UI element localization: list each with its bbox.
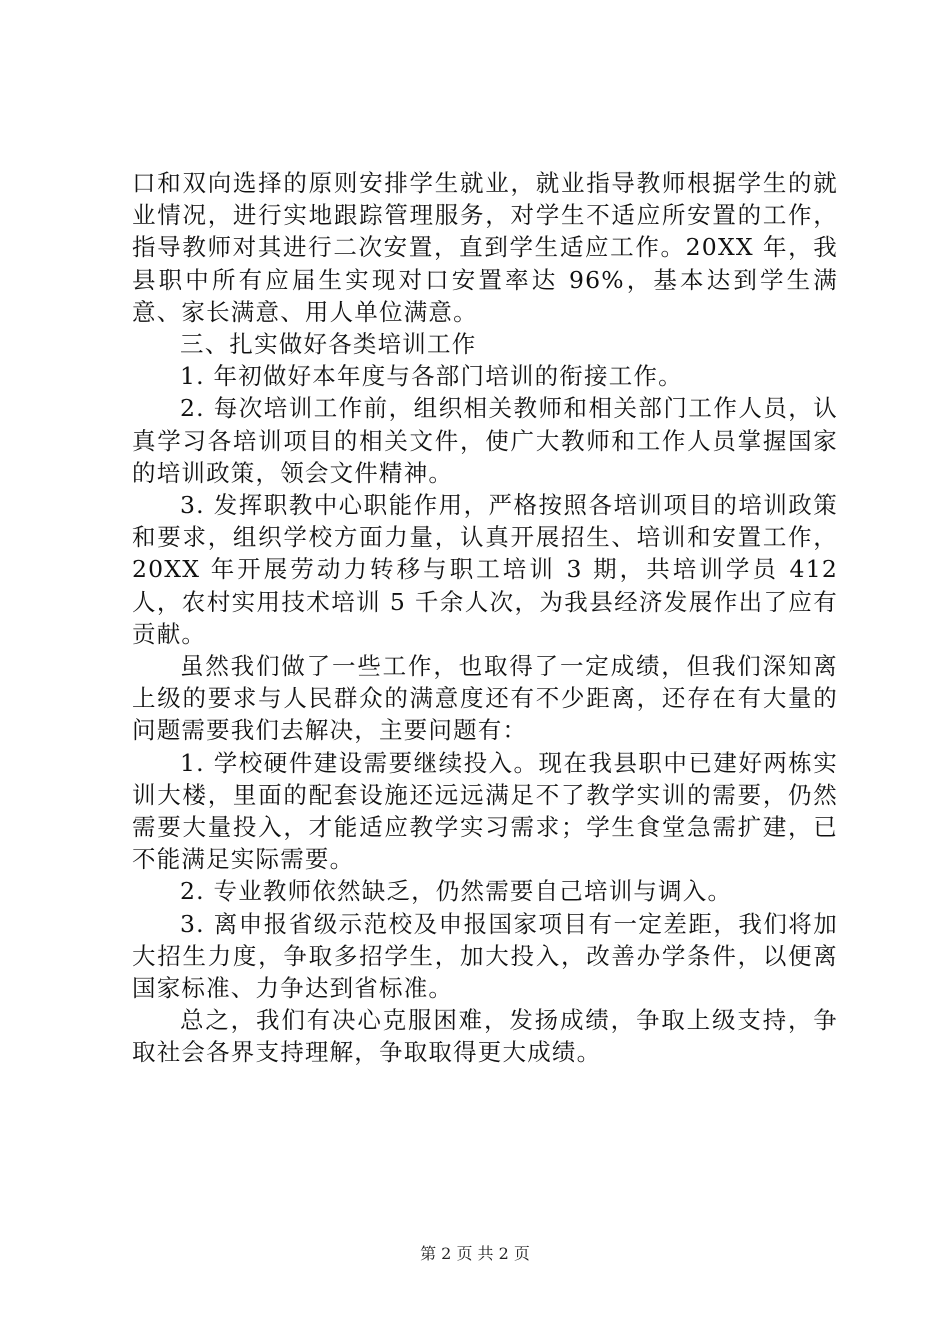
paragraph-conclusion: 总之，我们有决心克服困难，发扬成绩，争取上级支持，争取社会各界支持理解，争取取得更大成绩。 — [132, 1006, 838, 1067]
paragraph-training-1: 1. 年初做好本年度与各部门培训的衔接工作。 — [180, 362, 683, 391]
paragraph-training-2: 2. 每次培训工作前，组织相关教师和相关部门工作人员，认真学习各培训项目的相关文件，使广大教师和工作人员掌握国家的培训政策，领会文件精神。 — [132, 394, 838, 487]
document-body — [132, 167, 838, 1069]
paragraph-problems-intro: 虽然我们做了一些工作，也取得了一定成绩，但我们深知离上级的要求与人民群众的满意度还有不少距离，还存在有大量的问题需要我们去解决，主要问题有： — [132, 652, 838, 745]
paragraph-problem-2: 2. 专业教师依然缺乏，仍然需要自己培训与调入。 — [180, 877, 733, 906]
paragraph-problem-1: 1. 学校硬件建设需要继续投入。现在我县职中已建好两栋实训大楼，里面的配套设施还远远满足不了教学实训的需要，仍然需要大量投入，才能适应教学实习需求；学生食堂急需扩建，已不能满足实际需要。 — [132, 748, 838, 874]
paragraph-problem-3: 3. 离申报省级示范校及申报国家项目有一定差距，我们将加大招生力度，争取多招学生，加大投入，改善办学条件，以便离国家标准、力争达到省标准。 — [132, 909, 838, 1003]
paragraph-training-3: 3. 发挥职教中心职能作用，严格按照各培训项目的培训政策和要求，组织学校方面力量，认真开展招生、培训和安置工作，20XX 年开展劳动力转移与职工培训 3 期，共培训学员 412 人，农村实用技术培训 5 千余人次，为我县经济发展作出了应有贡献。 — [132, 491, 838, 648]
paragraph-continuation: 口和双向选择的原则安排学生就业，就业指导教师根据学生的就业情况，进行实地跟踪管理服务，对学生不适应所安置的工作，指导教师对其进行二次安置，直到学生适应工作。20XX 年，我县职中所有应届生实现对口安置率达 96%，基本达到学生满意、家长满意、用人单位满意。 — [132, 169, 838, 326]
section-heading: 三、扎实做好各类培训工作 — [180, 330, 477, 359]
page-footer: 第 2 页 共 2 页 — [420, 1244, 530, 1263]
